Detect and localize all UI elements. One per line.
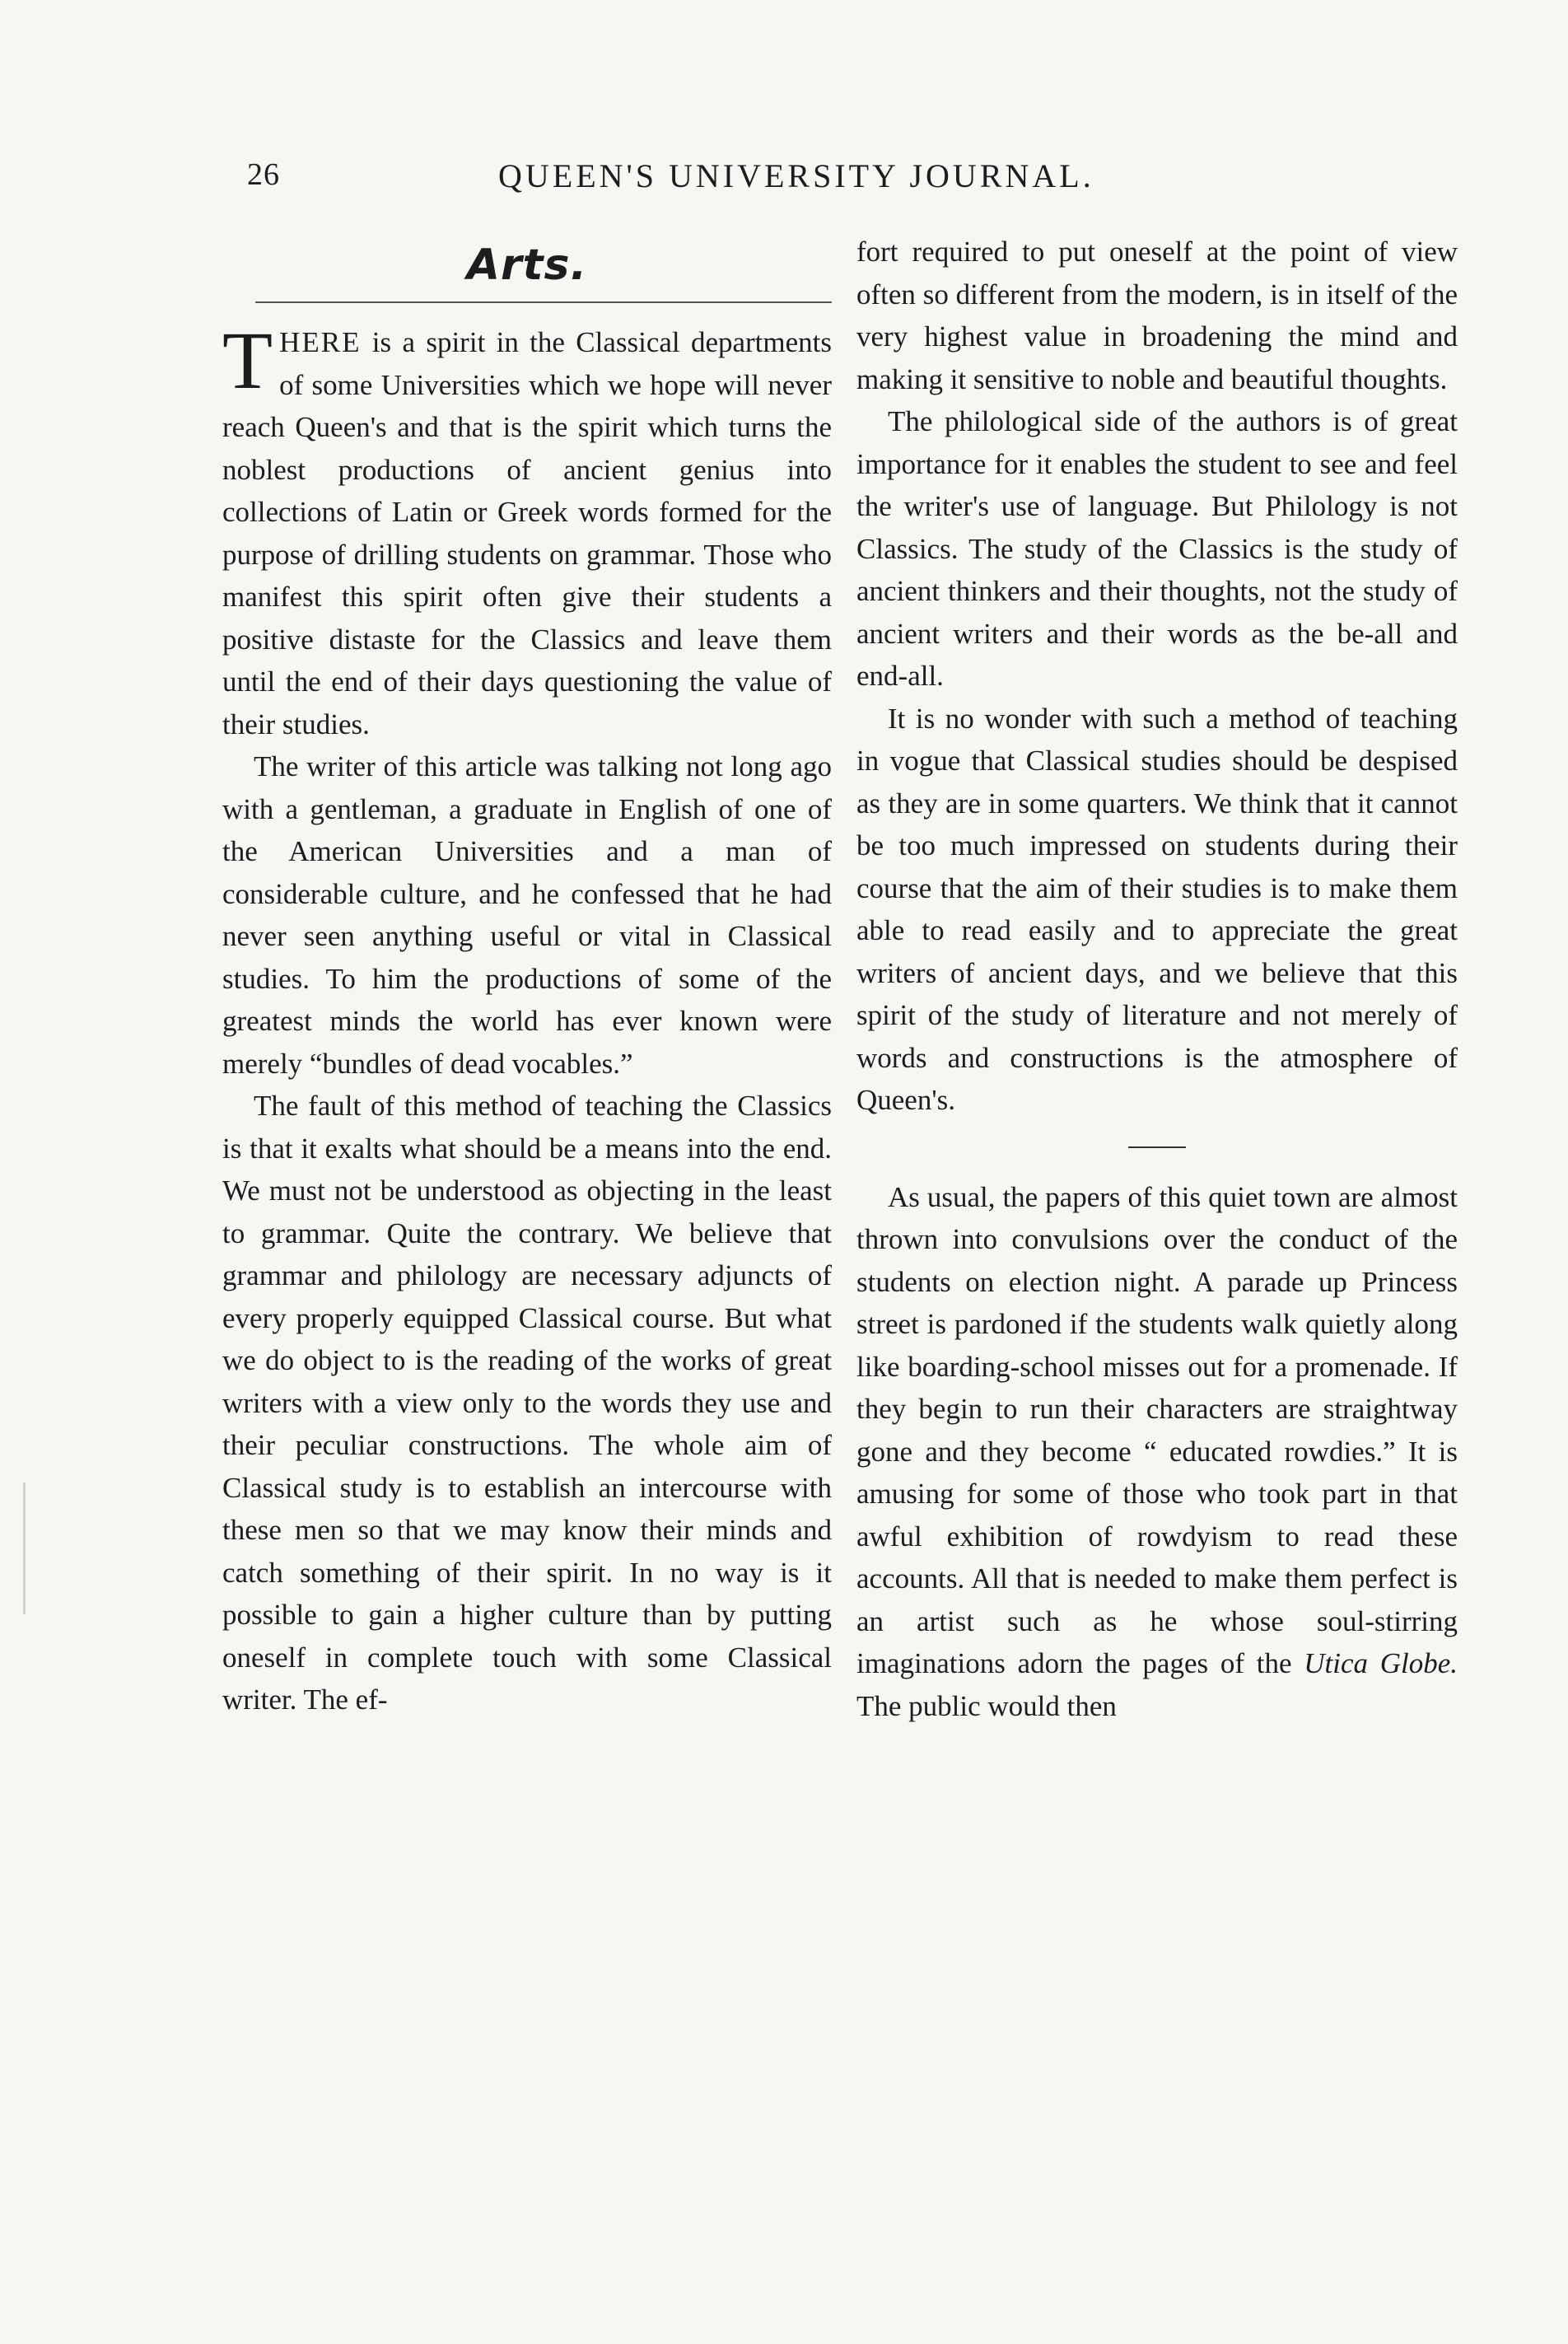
- article-paragraph-4: fort required to put oneself at the point of view often so different from the modern, is in itself of the very highest value in broadening the mind and making it sensitive to noble and beautiful thoughts.: [856, 236, 1458, 395]
- article-paragraph-7: [856, 1176, 1458, 1728]
- paragraph-text: The public would then: [856, 1689, 1117, 1722]
- article-paragraph-3: The fault of this method of teaching the Classics is that it exalts what should be a means into the end. We must not be understood as objecting in the least to grammar. Quite the contrary. We believe that grammar and philology are necessary adjuncts of every properly equipped Classical course. But what we do object to is the reading of the works of great writers with a view only to the words they use and their peculiar constructions. The whole aim of Classical study is to establish an intercourse with these men so that we may know their minds and catch something of their spirit. In no way is it possible to gain a higher culture than by putting oneself in complete touch with some Classical writer. The ef-: [222, 1090, 832, 1716]
- opening-word: HERE: [279, 326, 362, 358]
- paragraph-text: As usual, the papers of this quiet town are almost thrown into convulsions over the conduct of the students on election night. A parade up Princess street is pardoned if the students walk quietly along like boarding-school misses out for a promenade. If they begin to run their characters are straightway gone and they become “ educated rowdies.” It is amusing for some of those who took part in that awful exhibition of rowdyism to read these accounts. All that is needed to make them perfect is an artist such as he whose soul-stirring imaginations adorn the pages of the: [856, 1180, 1458, 1679]
- article-paragraph-1: [222, 315, 832, 745]
- article-paragraph-6: It is no wonder with such a method of teaching in vogue that Classical studies should be despised as they are in some quarters. We think that it cannot be too much impressed on students during their course that the aim of their studies is to make them able to read easily and to appreciate the great writers of ancient days, and we believe that this spirit of the study of literature and not merely of words and constructions is the atmosphere of Queen's.: [856, 702, 1458, 1116]
- journal-title: QUEEN'S UNIVERSITY JOURNAL.: [498, 157, 1094, 194]
- left-column: [222, 231, 832, 1721]
- page-number: 26: [247, 157, 280, 192]
- paragraph-text: is a spirit in the Classical departments of some Universities which we hope will never reach Queen's and that is the spirit which turns the noblest productions of ancient genius into collections of Latin or Greek words formed for the purpose of drilling students on grammar. Those who manifest this spirit often give their students a positive distaste for the Classics and leave them until the end of their days questioning the value of their studies.: [222, 326, 832, 740]
- drop-cap: T: [222, 315, 273, 406]
- scan-margin-mark: [23, 1483, 26, 1614]
- article-paragraph-2: The writer of this article was talking not long ago with a gentleman, a graduate in English of one of the American Universities and a man of considerable culture, and he confessed that he had never seen anything useful or vital in Classical studies. To him the productions of some of the greatest minds the world has ever known were merely “bundles of dead vocables.”: [222, 750, 832, 1080]
- article-paragraph-5: The philological side of the authors is of great importance for it enables the student to see and feel the writer's use of language. But Philology is not Classics. The study of the Classics is the study of ancient thinkers and their thoughts, not the study of ancient writers and their words as the be-all and end-all.: [856, 405, 1458, 692]
- newspaper-name: Utica Globe.: [1304, 1647, 1458, 1679]
- section-title: Arts.: [466, 240, 588, 290]
- page-header: [247, 156, 1169, 206]
- right-column: [856, 231, 1458, 1727]
- section-rule: [255, 301, 832, 303]
- section-divider: [1128, 1146, 1186, 1148]
